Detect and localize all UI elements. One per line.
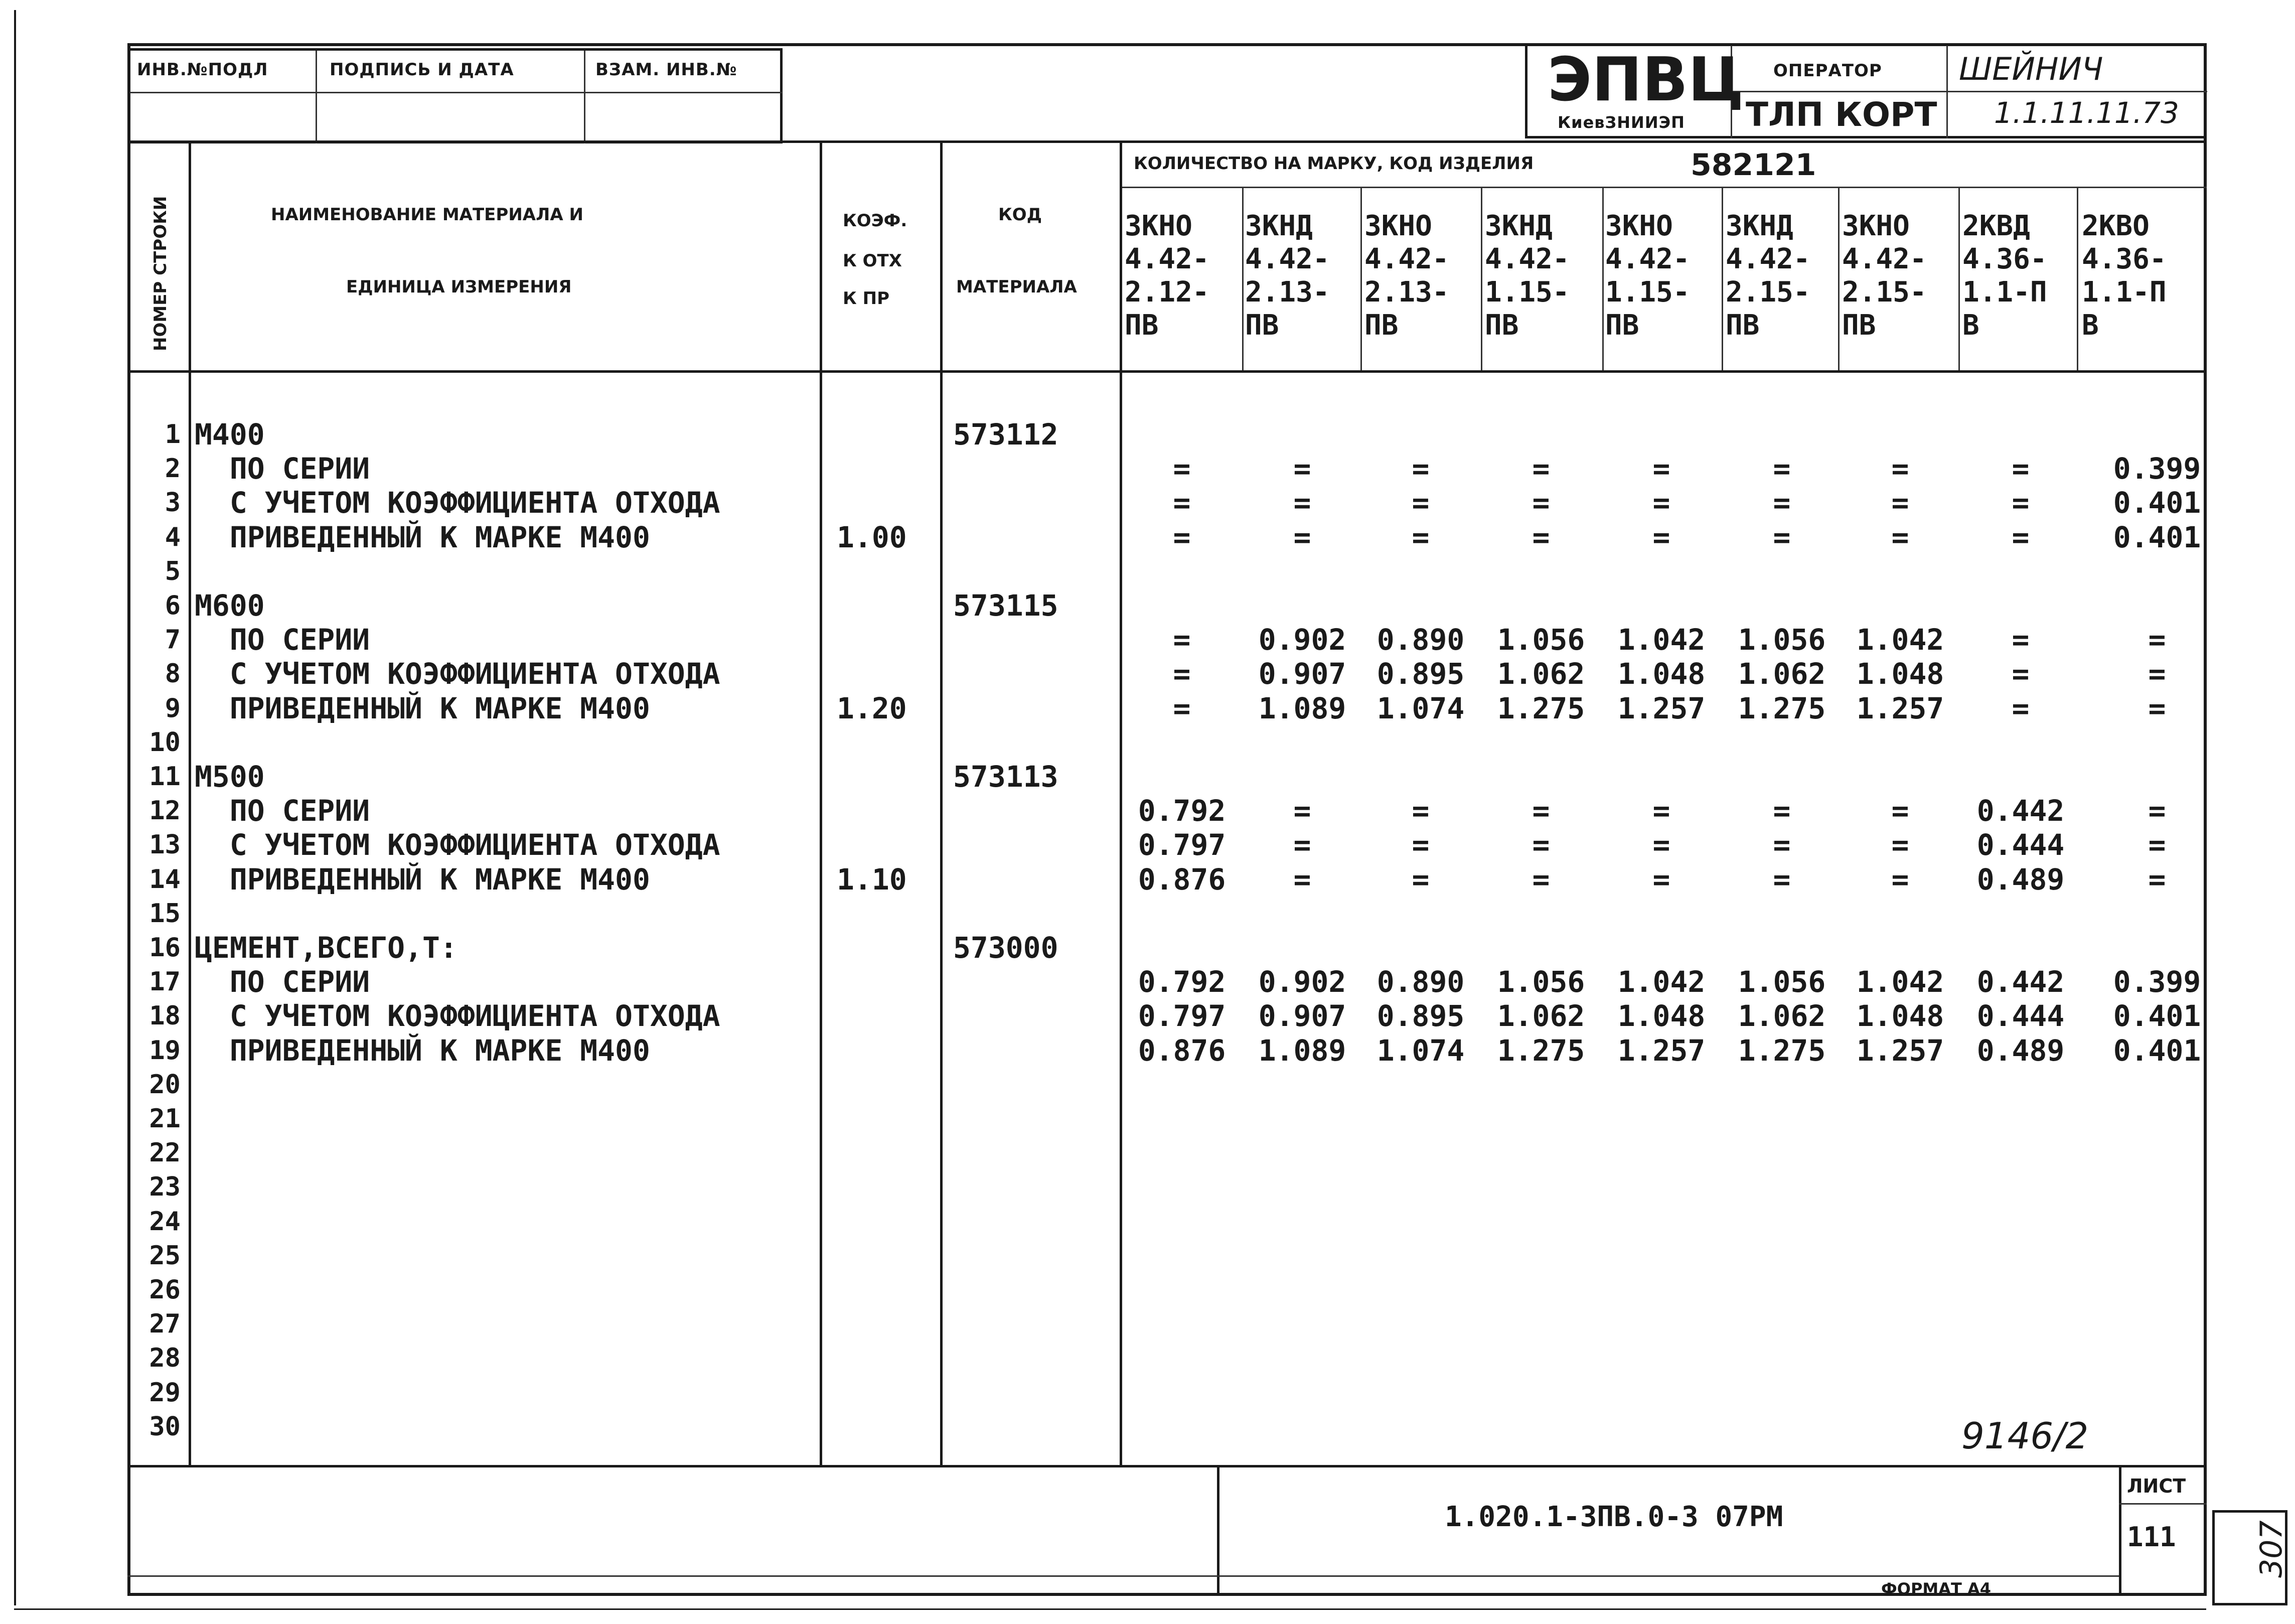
product-column-header-4-line-2: 4.42- (1485, 243, 1570, 275)
quantity-cell: = (1173, 623, 1191, 657)
quantity-cell: 1.062 (1497, 657, 1585, 691)
quantity-cell: 0.890 (1376, 623, 1465, 657)
material-name: С УЧЕТОМ КОЭФФИЦИЕНТА ОТХОДА (195, 828, 720, 862)
quantity-cell: = (2012, 486, 2030, 520)
material-name: ПРИВЕДЕННЫЙ К МАРКЕ М400 (195, 1033, 650, 1068)
quantity-cell: = (1891, 520, 1909, 554)
quantity-cell: 0.399 (2113, 452, 2201, 486)
quantity-cell: 1.275 (1738, 1033, 1826, 1068)
product-column-header-6-line-2: 4.42- (1726, 243, 1810, 275)
material-name: ПРИВЕДЕННЫЙ К МАРКЕ М400 (195, 862, 650, 897)
quantity-cell: 1.275 (1497, 1033, 1585, 1068)
quantity-cell: = (2148, 691, 2166, 725)
quantity-cell: 1.048 (1856, 657, 1944, 691)
row-number: 13 (149, 830, 181, 860)
product-column-header-7-line-4: ПВ (1842, 309, 1876, 342)
product-column-header-1-line-3: 2.12- (1125, 276, 1209, 309)
product-column-header-2-line-3: 2.13- (1245, 276, 1330, 309)
quantity-cell: 1.257 (1617, 1033, 1706, 1068)
qty-label: КОЛИЧЕСТВО НА МАРКУ, КОД ИЗДЕЛИЯ (1134, 154, 1534, 174)
coef-header-2: К ОТХ (843, 251, 902, 271)
quantity-cell: 1.042 (1617, 623, 1706, 657)
quantity-cell: = (1532, 862, 1550, 897)
quantity-cell: 1.275 (1738, 691, 1826, 725)
quantity-cell: 1.257 (1856, 691, 1944, 725)
coefficient: 1.20 (837, 691, 907, 725)
product-column-header-8-line-2: 4.36- (1962, 243, 2047, 275)
quantity-cell: 0.444 (1976, 828, 2065, 862)
quantity-cell: 0.876 (1138, 862, 1226, 897)
quantity-cell: = (2148, 657, 2166, 691)
header-bottom-line (127, 370, 2207, 373)
quantity-cell: = (1532, 486, 1550, 520)
quantity-cell: 0.902 (1258, 965, 1346, 999)
approval-stamp (127, 48, 783, 143)
material-name: М400 (195, 417, 265, 452)
bottom-margin-line (14, 1608, 2206, 1610)
quantity-cell: = (1412, 486, 1430, 520)
quantity-cell: 0.895 (1376, 999, 1465, 1034)
quantity-cell: = (1173, 691, 1191, 725)
quantity-cell: = (1652, 486, 1670, 520)
product-column-header-8-line-4: В (1962, 309, 1979, 342)
row-number: 6 (165, 590, 181, 621)
quantity-cell: 0.907 (1258, 657, 1346, 691)
material-name: ПРИВЕДЕННЫЙ К МАРКЕ М400 (195, 691, 650, 725)
quantity-cell: = (1412, 862, 1430, 897)
material-name: С УЧЕТОМ КОЭФФИЦИЕНТА ОТХОДА (195, 657, 720, 691)
quantity-cell: 1.056 (1497, 965, 1585, 999)
material-code: 573115 (953, 588, 1058, 623)
sheet-number: 111 (2127, 1521, 2176, 1553)
quantity-cell: = (1293, 520, 1311, 554)
doc-number: 9146/2 (1961, 1415, 2089, 1457)
row-number: 29 (149, 1377, 181, 1408)
quantity-cell: 1.042 (1856, 623, 1944, 657)
quantity-cell: 1.056 (1738, 623, 1826, 657)
coefficient: 1.00 (837, 520, 907, 554)
quantity-cell: 1.089 (1258, 1033, 1346, 1068)
product-column-header-1-line-2: 4.42- (1125, 243, 1209, 275)
quantity-cell: 0.902 (1258, 623, 1346, 657)
quantity-cell: = (1652, 452, 1670, 486)
row-number: 20 (149, 1069, 181, 1100)
side-number: 307 (2254, 1520, 2289, 1578)
quantity-cell: = (1773, 486, 1791, 520)
stamp-podpis-data: ПОДПИСЬ И ДАТА (330, 60, 514, 80)
quantity-cell: = (1293, 486, 1311, 520)
code-header-1: КОД (998, 205, 1042, 225)
product-column-header-7-line-2: 4.42- (1842, 243, 1927, 275)
row-number: 18 (149, 1001, 181, 1031)
quantity-cell: = (2012, 623, 2030, 657)
product-column-header-3-line-4: ПВ (1364, 309, 1399, 342)
material-name-header-1: НАИМЕНОВАНИЕ МАТЕРИАЛА И (271, 205, 583, 225)
product-column-header-1-line-4: ПВ (1125, 309, 1159, 342)
product-column-header-2-line-1: ЗКНД (1245, 210, 1313, 242)
operator-value: ТЛП КОРТ (1746, 95, 1937, 134)
material-name: С УЧЕТОМ КОЭФФИЦИЕНТА ОТХОДА (195, 486, 720, 520)
product-column-header-2-line-4: ПВ (1245, 309, 1279, 342)
row-number: 15 (149, 898, 181, 929)
quantity-cell: = (1652, 862, 1670, 897)
quantity-cell: 0.399 (2113, 965, 2201, 999)
operator-label: ОПЕРАТОР (1773, 61, 1882, 81)
quantity-cell: 0.792 (1138, 794, 1226, 828)
quantity-cell: = (1891, 452, 1909, 486)
quantity-cell: = (1532, 794, 1550, 828)
product-column-header-7-line-1: ЗКНО (1842, 210, 1910, 242)
quantity-cell: 1.074 (1376, 1033, 1465, 1068)
row-number: 11 (149, 762, 181, 792)
quantity-cell: = (1773, 520, 1791, 554)
quantity-cell: = (1173, 452, 1191, 486)
quantity-cell: = (2012, 691, 2030, 725)
quantity-cell: 1.062 (1738, 999, 1826, 1034)
quantity-cell: 0.442 (1976, 965, 2065, 999)
quantity-cell: 0.895 (1376, 657, 1465, 691)
quantity-cell: 1.062 (1497, 999, 1585, 1034)
row-number: 25 (149, 1240, 181, 1271)
quantity-cell: = (1773, 862, 1791, 897)
row-number: 10 (149, 727, 181, 758)
quantity-cell: 0.489 (1976, 862, 2065, 897)
quantity-cell: = (1293, 794, 1311, 828)
header-top-line (127, 140, 2207, 143)
org-name: ЭПВЦ (1548, 45, 1744, 115)
product-column-header-3-line-1: ЗКНО (1364, 210, 1432, 242)
quantity-cell: = (1652, 520, 1670, 554)
quantity-cell: = (1652, 828, 1670, 862)
product-column-header-9-line-3: 1.1-П (2082, 276, 2167, 309)
row-number: 30 (149, 1411, 181, 1442)
quantity-cell: 0.401 (2113, 486, 2201, 520)
coef-header-1: КОЭФ. (843, 211, 907, 231)
quantity-cell: 0.797 (1138, 828, 1226, 862)
quantity-cell: 1.257 (1856, 1033, 1944, 1068)
quantity-cell: = (1773, 828, 1791, 862)
row-number: 4 (165, 522, 181, 552)
material-name: М600 (195, 588, 265, 623)
row-number: 5 (165, 556, 181, 586)
row-number: 21 (149, 1104, 181, 1134)
row-number: 26 (149, 1275, 181, 1305)
row-number: 9 (165, 693, 181, 723)
product-column-header-7-line-3: 2.15- (1842, 276, 1927, 309)
quantity-cell: 0.444 (1976, 999, 2065, 1034)
product-code: 582121 (1691, 147, 1816, 183)
quantity-cell: = (2012, 452, 2030, 486)
row-number: 28 (149, 1343, 181, 1374)
quantity-cell: = (1652, 794, 1670, 828)
quantity-cell: = (1532, 452, 1550, 486)
format-line (127, 1575, 2119, 1577)
stamp-inv-podl: ИНВ.№ПОДЛ (137, 60, 268, 80)
row-number: 24 (149, 1206, 181, 1237)
quantity-cell: = (1773, 794, 1791, 828)
row-number: 2 (165, 454, 181, 484)
quantity-cell: = (1173, 520, 1191, 554)
footer-sep-2 (2119, 1465, 2121, 1595)
product-column-header-3-line-3: 2.13- (1364, 276, 1449, 309)
coefficient: 1.10 (837, 862, 907, 897)
quantity-cell: 1.275 (1497, 691, 1585, 725)
quantity-cell: 1.048 (1617, 999, 1706, 1034)
row-number: 12 (149, 796, 181, 826)
row-number: 27 (149, 1309, 181, 1340)
quantity-cell: 1.048 (1617, 657, 1706, 691)
product-column-header-4-line-4: ПВ (1485, 309, 1519, 342)
product-column-header-6-line-1: ЗКНД (1726, 210, 1793, 242)
product-column-header-4-line-1: ЗКНД (1485, 210, 1553, 242)
quantity-cell: = (2012, 657, 2030, 691)
material-name: ПО СЕРИИ (195, 623, 370, 657)
quantity-cell: = (1891, 862, 1909, 897)
quantity-cell: = (1412, 794, 1430, 828)
org-subname: КиевЗНИИЭП (1558, 113, 1685, 132)
quantity-cell: 1.056 (1497, 623, 1585, 657)
quantity-cell: 0.401 (2113, 999, 2201, 1034)
signature: 1.1.11.11.73 (1994, 96, 2179, 130)
material-name: ПО СЕРИИ (195, 965, 370, 999)
sheet-label-line (2119, 1503, 2207, 1505)
material-code: 573113 (953, 760, 1058, 794)
side-number-box (2212, 1510, 2287, 1605)
quantity-cell: = (2148, 862, 2166, 897)
quantity-cell: = (2148, 794, 2166, 828)
quantity-cell: = (2148, 828, 2166, 862)
row-number: 1 (165, 419, 181, 450)
row-number: 14 (149, 864, 181, 895)
product-column-header-9-line-2: 4.36- (2082, 243, 2167, 275)
row-number: 19 (149, 1035, 181, 1066)
quantity-cell: 0.876 (1138, 1033, 1226, 1068)
stamp-vzam-inv: ВЗАМ. ИНВ.№ (595, 60, 737, 80)
product-column-header-5-line-4: ПВ (1605, 309, 1639, 342)
quantity-cell: 0.890 (1376, 965, 1465, 999)
quantity-cell: 0.401 (2113, 520, 2201, 554)
product-column-header-9-line-1: 2КВО (2082, 210, 2150, 242)
quantity-cell: 0.907 (1258, 999, 1346, 1034)
product-column-header-3-line-2: 4.42- (1364, 243, 1449, 275)
quantity-cell: = (1293, 862, 1311, 897)
quantity-cell: = (1293, 828, 1311, 862)
product-column-header-5-line-3: 1.15- (1605, 276, 1690, 309)
quantity-cell: = (1891, 794, 1909, 828)
material-name: ПО СЕРИИ (195, 794, 370, 828)
row-number: 22 (149, 1138, 181, 1168)
row-number-header: НОМЕР СТРОКИ (150, 196, 171, 351)
material-code: 573000 (953, 931, 1058, 965)
quantity-cell: 1.042 (1856, 965, 1944, 999)
quantity-cell: = (1773, 452, 1791, 486)
quantity-cell: = (1412, 452, 1430, 486)
product-column-header-8-line-3: 1.1-П (1962, 276, 2047, 309)
qty-label-line (1122, 187, 2207, 188)
quantity-cell: = (1173, 486, 1191, 520)
quantity-cell: = (1532, 828, 1550, 862)
code-header-2: МАТЕРИАЛА (956, 277, 1077, 297)
footer-top-line (127, 1465, 2207, 1467)
sheet-label: ЛИСТ (2127, 1475, 2186, 1497)
quantity-cell: 1.042 (1617, 965, 1706, 999)
quantity-cell: 1.074 (1376, 691, 1465, 725)
left-margin-line (14, 10, 16, 1605)
quantity-cell: = (1891, 486, 1909, 520)
quantity-cell: 1.056 (1738, 965, 1826, 999)
format-label: ФОРМАТ А4 (1881, 1579, 1991, 1598)
material-name: ПО СЕРИИ (195, 452, 370, 486)
quantity-cell: 0.489 (1976, 1033, 2065, 1068)
row-number: 7 (165, 625, 181, 655)
quantity-cell: 1.048 (1856, 999, 1944, 1034)
material-name: С УЧЕТОМ КОЭФФИЦИЕНТА ОТХОДА (195, 999, 720, 1034)
quantity-cell: 0.792 (1138, 965, 1226, 999)
quantity-cell: 0.797 (1138, 999, 1226, 1034)
quantity-cell: = (2148, 623, 2166, 657)
quantity-cell: = (1412, 828, 1430, 862)
product-column-header-9-line-4: В (2082, 309, 2099, 342)
product-column-header-1-line-1: ЗКНО (1125, 210, 1192, 242)
product-column-header-6-line-4: ПВ (1726, 309, 1760, 342)
product-column-header-2-line-2: 4.42- (1245, 243, 1330, 275)
doc-code: 1.020.1-3ПВ.0-3 07РМ (1445, 1501, 1783, 1533)
quantity-cell: = (1412, 520, 1430, 554)
row-number: 16 (149, 933, 181, 963)
material-name: М500 (195, 760, 265, 794)
col-sep-rownum (189, 140, 191, 1465)
row-number: 8 (165, 659, 181, 689)
product-column-header-8-line-1: 2КВД (1962, 210, 2030, 242)
quantity-cell: = (2012, 520, 2030, 554)
col-sep-coef (940, 140, 943, 1465)
engineer-name: ШЕЙНИЧ (1959, 51, 2103, 87)
material-code: 573112 (953, 417, 1058, 452)
row-number: 3 (165, 488, 181, 518)
quantity-cell: 0.442 (1976, 794, 2065, 828)
product-column-header-4-line-3: 1.15- (1485, 276, 1570, 309)
material-name: ЦЕМЕНТ,ВСЕГО,Т: (195, 931, 457, 965)
quantity-cell: = (1532, 520, 1550, 554)
row-number: 17 (149, 967, 181, 997)
quantity-cell: 0.401 (2113, 1033, 2201, 1068)
col-sep-name (820, 140, 822, 1465)
quantity-cell: = (1891, 828, 1909, 862)
row-number: 23 (149, 1172, 181, 1203)
quantity-cell: 1.257 (1617, 691, 1706, 725)
coef-header-3: К ПР (843, 288, 890, 309)
title-block (1525, 43, 2207, 138)
quantity-cell: = (1173, 657, 1191, 691)
product-column-header-5-line-2: 4.42- (1605, 243, 1690, 275)
quantity-cell: = (1293, 452, 1311, 486)
product-column-header-5-line-1: ЗКНО (1605, 210, 1673, 242)
material-name-header-2: ЕДИНИЦА ИЗМЕРЕНИЯ (346, 277, 572, 297)
material-name: ПРИВЕДЕННЫЙ К МАРКЕ М400 (195, 520, 650, 554)
product-column-header-6-line-3: 2.15- (1726, 276, 1810, 309)
quantity-cell: 1.062 (1738, 657, 1826, 691)
quantity-cell: 1.089 (1258, 691, 1346, 725)
